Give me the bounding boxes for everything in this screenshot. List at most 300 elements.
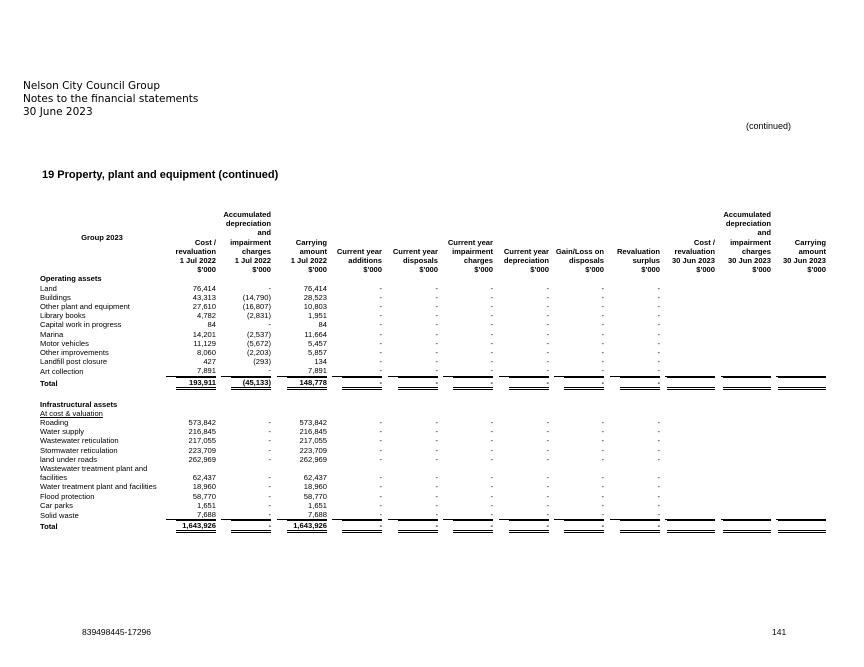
cell-text: 14,201 bbox=[192, 329, 216, 339]
cell-text bbox=[776, 510, 826, 520]
column-header-line: revaluation bbox=[175, 246, 216, 256]
cell-value bbox=[496, 330, 552, 339]
cell-value bbox=[385, 293, 441, 302]
cell-value bbox=[496, 455, 552, 464]
cell-value bbox=[274, 357, 330, 366]
table-row bbox=[40, 464, 829, 482]
cell-value bbox=[330, 455, 385, 464]
cell-value bbox=[330, 501, 385, 510]
column-header-line: surplus bbox=[632, 256, 660, 266]
cell-text: - bbox=[332, 510, 382, 520]
cell-value bbox=[385, 311, 441, 320]
cell-text: - bbox=[546, 329, 549, 339]
table-row bbox=[40, 311, 829, 320]
cell-value bbox=[496, 320, 552, 329]
unit-label: $'000 bbox=[530, 265, 549, 275]
cell-text: - bbox=[499, 510, 549, 520]
cell-text: - bbox=[435, 454, 438, 464]
cell-text: - bbox=[657, 500, 660, 510]
cell-value bbox=[774, 482, 829, 491]
cell-text: - bbox=[601, 500, 604, 510]
cell-value bbox=[496, 357, 552, 366]
cell-text: - bbox=[268, 454, 271, 464]
cell-value bbox=[219, 418, 274, 427]
column-header bbox=[552, 210, 607, 265]
table-row bbox=[40, 284, 829, 293]
column-header-line: depreciation bbox=[225, 219, 271, 229]
cell-value bbox=[330, 311, 385, 320]
cell-value bbox=[274, 320, 330, 329]
cell-text: - bbox=[657, 427, 660, 437]
cell-value bbox=[607, 293, 663, 302]
cell-text: - bbox=[379, 357, 382, 367]
cell-text bbox=[778, 520, 826, 533]
cell-text: - bbox=[221, 366, 271, 376]
cell-value bbox=[385, 320, 441, 329]
cell-value bbox=[663, 418, 718, 427]
cell-value bbox=[496, 311, 552, 320]
cell-value bbox=[663, 293, 718, 302]
cell-value bbox=[330, 482, 385, 491]
cell-text bbox=[776, 366, 826, 376]
row-label: Car parks bbox=[40, 500, 73, 510]
cell-value bbox=[663, 492, 718, 501]
cell-text: - bbox=[379, 283, 382, 293]
cell-text: - bbox=[453, 520, 493, 533]
cell-text: 427 bbox=[203, 357, 216, 367]
cell-value bbox=[774, 320, 829, 329]
cell-text: 5,457 bbox=[307, 338, 327, 348]
table-row bbox=[40, 320, 829, 329]
cell-value bbox=[385, 377, 441, 390]
cell-value bbox=[274, 436, 330, 445]
cell-value bbox=[552, 302, 607, 311]
cell-text: 76,414 bbox=[192, 283, 216, 293]
column-header-line: Current year bbox=[392, 246, 438, 256]
cell-text: 223,709 bbox=[299, 445, 327, 455]
cell-text: - bbox=[490, 418, 493, 428]
row-label: Marina bbox=[40, 329, 64, 339]
unit-label: $'000 bbox=[419, 265, 438, 275]
cell-value bbox=[607, 464, 663, 482]
cell-value bbox=[330, 366, 385, 376]
column-header-line: Accumulated bbox=[223, 210, 271, 219]
cell-value bbox=[219, 377, 274, 390]
cell-text: - bbox=[379, 320, 382, 330]
column-header-line: amount bbox=[299, 246, 327, 256]
column-header-line: revaluation bbox=[674, 246, 715, 256]
cell-value bbox=[219, 339, 274, 348]
cell-value bbox=[496, 293, 552, 302]
cell-value bbox=[774, 377, 829, 390]
cell-value bbox=[330, 302, 385, 311]
column-header-line: impairment bbox=[730, 237, 771, 247]
row-label: Other plant and equipment bbox=[40, 302, 130, 312]
cell-text: - bbox=[379, 436, 382, 446]
cell-value bbox=[164, 418, 219, 427]
cell-text: - bbox=[620, 520, 660, 533]
cell-value bbox=[496, 520, 552, 533]
cell-text: - bbox=[379, 473, 382, 483]
cell-value bbox=[441, 320, 496, 329]
cell-value bbox=[330, 446, 385, 455]
cell-value bbox=[496, 427, 552, 436]
cell-value bbox=[718, 293, 774, 302]
cell-value bbox=[330, 510, 385, 520]
cell-text: 62,437 bbox=[303, 473, 327, 483]
cell-value bbox=[774, 302, 829, 311]
cell-value bbox=[385, 510, 441, 520]
cell-value bbox=[274, 464, 330, 482]
infrastructure-assets-heading bbox=[40, 400, 829, 409]
column-header bbox=[164, 210, 219, 265]
cell-value bbox=[441, 482, 496, 491]
cell-text bbox=[723, 377, 771, 390]
cell-text: - bbox=[564, 520, 604, 533]
cell-text: - bbox=[601, 283, 604, 293]
report-date: 30 June 2023 bbox=[23, 106, 93, 118]
cell-value bbox=[441, 284, 496, 293]
row-label: Land bbox=[40, 283, 57, 293]
cell-value bbox=[441, 427, 496, 436]
cell-text: 217,055 bbox=[188, 436, 216, 446]
cell-value bbox=[219, 455, 274, 464]
cell-value bbox=[774, 464, 829, 482]
row-label: Solid waste bbox=[40, 510, 79, 520]
cell-text: - bbox=[268, 418, 271, 428]
cell-value bbox=[718, 311, 774, 320]
cell-text: - bbox=[546, 338, 549, 348]
table-row bbox=[40, 446, 829, 455]
cell-value bbox=[330, 293, 385, 302]
cell-value bbox=[774, 293, 829, 302]
table-row bbox=[40, 357, 829, 366]
cell-text: - bbox=[435, 348, 438, 358]
cell-value bbox=[164, 455, 219, 464]
cell-text: - bbox=[601, 311, 604, 321]
cell-text: 7,891 bbox=[166, 366, 216, 376]
spacer-row bbox=[40, 390, 829, 400]
cell-text: - bbox=[268, 283, 271, 293]
cell-text: - bbox=[435, 320, 438, 330]
cell-text: - bbox=[601, 302, 604, 312]
cell-value bbox=[385, 427, 441, 436]
cell-value bbox=[774, 348, 829, 357]
unit-row bbox=[40, 265, 829, 274]
cell-value bbox=[330, 418, 385, 427]
cell-text: - bbox=[657, 418, 660, 428]
cost-valuation-subheading-label: At cost & valuation bbox=[40, 408, 103, 418]
column-header bbox=[385, 210, 441, 265]
cell-value bbox=[496, 366, 552, 376]
cell-value bbox=[164, 510, 219, 520]
cell-value bbox=[385, 330, 441, 339]
cell-text: - bbox=[620, 377, 660, 390]
cell-text: - bbox=[435, 445, 438, 455]
row-label: Wastewater reticulation bbox=[40, 436, 119, 446]
cell-value bbox=[164, 436, 219, 445]
cell-text: 262,969 bbox=[188, 454, 216, 464]
cell-value bbox=[330, 377, 385, 390]
cell-text: - bbox=[601, 436, 604, 446]
column-header-line: 1 Jul 2022 bbox=[290, 256, 327, 266]
cell-text: (2,203) bbox=[246, 348, 271, 358]
column-header-line: impairment bbox=[230, 237, 271, 247]
cell-text: - bbox=[546, 491, 549, 501]
cell-text: - bbox=[398, 520, 438, 533]
cell-value bbox=[607, 427, 663, 436]
cell-text: 11,664 bbox=[304, 329, 327, 339]
cell-text bbox=[723, 520, 771, 533]
cell-value bbox=[718, 330, 774, 339]
unit-label: $'000 bbox=[585, 265, 604, 275]
cell-value bbox=[496, 302, 552, 311]
table-row bbox=[40, 348, 829, 357]
cell-text: - bbox=[601, 320, 604, 330]
cell-text: 1,643,926 bbox=[176, 520, 216, 533]
cell-value bbox=[607, 377, 663, 390]
cell-text: 1,651 bbox=[307, 500, 327, 510]
cell-value bbox=[385, 501, 441, 510]
cell-text: - bbox=[657, 473, 660, 483]
cell-value bbox=[718, 427, 774, 436]
cell-value bbox=[496, 436, 552, 445]
cell-text: - bbox=[657, 320, 660, 330]
continued-label: (continued) bbox=[746, 121, 792, 131]
cell-value bbox=[718, 302, 774, 311]
cell-value bbox=[552, 492, 607, 501]
cell-text: - bbox=[657, 454, 660, 464]
cell-text: - bbox=[435, 311, 438, 321]
cell-text: - bbox=[601, 329, 604, 339]
cell-value bbox=[274, 520, 330, 533]
cell-text: - bbox=[546, 418, 549, 428]
document-title: Notes to the financial statements bbox=[23, 93, 199, 105]
cell-value bbox=[663, 357, 718, 366]
cell-text: - bbox=[490, 491, 493, 501]
cell-value bbox=[274, 302, 330, 311]
column-header bbox=[441, 210, 496, 265]
cell-value bbox=[663, 320, 718, 329]
cell-value bbox=[274, 339, 330, 348]
cell-value bbox=[774, 436, 829, 445]
cell-value bbox=[663, 339, 718, 348]
cell-text: - bbox=[554, 366, 604, 376]
cell-text: - bbox=[490, 348, 493, 358]
row-label: Motor vehicles bbox=[40, 338, 89, 348]
cell-value bbox=[496, 348, 552, 357]
cell-text: - bbox=[379, 445, 382, 455]
cell-value bbox=[164, 348, 219, 357]
row-label: Wastewater treatment plant and facilities bbox=[40, 464, 148, 483]
column-header-line: impairment bbox=[452, 246, 493, 256]
column-header-line: 30 Jun 2023 bbox=[727, 256, 771, 266]
cell-value bbox=[164, 366, 219, 376]
cell-value bbox=[552, 366, 607, 376]
table-row bbox=[40, 302, 829, 311]
column-header-line: disposals bbox=[568, 256, 604, 266]
cell-value bbox=[330, 339, 385, 348]
cell-value bbox=[774, 501, 829, 510]
row-label: land under roads bbox=[40, 454, 97, 464]
cell-value bbox=[219, 482, 274, 491]
cell-value bbox=[441, 339, 496, 348]
cell-text: - bbox=[490, 436, 493, 446]
cell-value bbox=[441, 520, 496, 533]
cell-value bbox=[441, 464, 496, 482]
cell-value bbox=[385, 464, 441, 482]
cell-value bbox=[774, 311, 829, 320]
cell-value bbox=[219, 357, 274, 366]
table-row bbox=[40, 293, 829, 302]
cell-text: - bbox=[601, 427, 604, 437]
cell-value bbox=[385, 482, 441, 491]
cell-value bbox=[552, 520, 607, 533]
cell-value bbox=[441, 446, 496, 455]
cell-value bbox=[330, 330, 385, 339]
cell-text: 573,842 bbox=[188, 418, 216, 428]
cell-value bbox=[774, 520, 829, 533]
cell-value bbox=[385, 366, 441, 376]
cell-text: - bbox=[490, 454, 493, 464]
cell-value bbox=[219, 293, 274, 302]
row-label: Total bbox=[40, 522, 58, 532]
cell-value bbox=[164, 320, 219, 329]
cell-value bbox=[663, 348, 718, 357]
cell-value bbox=[219, 284, 274, 293]
cell-value bbox=[496, 464, 552, 482]
cell-value bbox=[385, 302, 441, 311]
column-header-line: Current year bbox=[447, 237, 493, 247]
cell-value bbox=[164, 446, 219, 455]
table-row bbox=[40, 492, 829, 501]
cell-text: 7,891 bbox=[277, 366, 327, 376]
cell-value bbox=[718, 357, 774, 366]
cell-value bbox=[607, 339, 663, 348]
cell-text: - bbox=[499, 366, 549, 376]
cell-value bbox=[274, 330, 330, 339]
cell-text: - bbox=[657, 283, 660, 293]
cell-text: 1,643,926 bbox=[287, 520, 327, 533]
cell-value bbox=[774, 366, 829, 376]
cell-value bbox=[663, 436, 718, 445]
cell-value bbox=[607, 436, 663, 445]
cell-text: - bbox=[554, 510, 604, 520]
cell-text: - bbox=[443, 366, 493, 376]
cell-text: - bbox=[435, 427, 438, 437]
cell-value bbox=[330, 492, 385, 501]
ppe-table bbox=[40, 210, 829, 533]
cell-text: (16,807) bbox=[242, 302, 271, 312]
cell-text: - bbox=[379, 482, 382, 492]
column-header-line: Gain/Loss on bbox=[555, 246, 604, 256]
cell-value bbox=[385, 455, 441, 464]
cell-text: - bbox=[435, 418, 438, 428]
cell-value bbox=[274, 427, 330, 436]
column-header bbox=[274, 210, 330, 265]
cell-value bbox=[718, 320, 774, 329]
cell-value bbox=[552, 357, 607, 366]
unit-label: $'000 bbox=[308, 265, 327, 275]
column-header-line: and bbox=[257, 228, 271, 238]
cell-value bbox=[219, 464, 274, 482]
cell-text: - bbox=[435, 292, 438, 302]
cell-text: - bbox=[657, 436, 660, 446]
page-header bbox=[23, 80, 198, 119]
cell-text: - bbox=[490, 427, 493, 437]
cell-text: - bbox=[657, 292, 660, 302]
cell-text: - bbox=[490, 302, 493, 312]
cell-text: (5,672) bbox=[246, 338, 271, 348]
cell-value bbox=[385, 492, 441, 501]
cell-text: - bbox=[601, 338, 604, 348]
cell-text: - bbox=[546, 283, 549, 293]
cell-value bbox=[718, 492, 774, 501]
unit-label: $'000 bbox=[197, 265, 216, 275]
cell-value bbox=[552, 482, 607, 491]
cell-text: - bbox=[657, 482, 660, 492]
cell-value bbox=[552, 464, 607, 482]
cell-value bbox=[164, 284, 219, 293]
cell-value bbox=[330, 320, 385, 329]
total-row bbox=[40, 377, 829, 390]
cell-value bbox=[330, 520, 385, 533]
cell-text: - bbox=[546, 473, 549, 483]
row-label: Flood protection bbox=[40, 491, 95, 501]
cell-value bbox=[274, 311, 330, 320]
cell-value bbox=[663, 510, 718, 520]
column-header-line: Revaluation bbox=[616, 246, 660, 256]
cell-value bbox=[385, 357, 441, 366]
cell-text: - bbox=[379, 329, 382, 339]
cell-text: - bbox=[601, 491, 604, 501]
cell-text: - bbox=[379, 427, 382, 437]
cell-value bbox=[274, 510, 330, 520]
cell-value bbox=[274, 446, 330, 455]
cell-text: - bbox=[398, 377, 438, 390]
cell-value bbox=[663, 377, 718, 390]
cell-value bbox=[774, 427, 829, 436]
cell-value bbox=[663, 482, 718, 491]
cell-value bbox=[718, 446, 774, 455]
cell-value bbox=[552, 377, 607, 390]
cell-value bbox=[496, 510, 552, 520]
cell-value bbox=[607, 357, 663, 366]
cell-text: - bbox=[601, 482, 604, 492]
cell-value bbox=[219, 348, 274, 357]
cell-text: (2,831) bbox=[246, 311, 271, 321]
cell-text: - bbox=[435, 473, 438, 483]
cell-value bbox=[496, 377, 552, 390]
cell-value bbox=[219, 302, 274, 311]
cell-value bbox=[774, 510, 829, 520]
cell-value bbox=[330, 348, 385, 357]
cell-value bbox=[607, 520, 663, 533]
cell-value bbox=[663, 330, 718, 339]
cell-value bbox=[164, 357, 219, 366]
org-name: Nelson City Council Group bbox=[23, 80, 161, 92]
row-label-header: Group 2023 bbox=[81, 233, 123, 242]
cell-value bbox=[274, 455, 330, 464]
cell-value bbox=[441, 348, 496, 357]
cell-text: - bbox=[657, 329, 660, 339]
cell-text: - bbox=[546, 436, 549, 446]
cell-text: - bbox=[435, 302, 438, 312]
column-header-line: Current year bbox=[336, 246, 382, 256]
cell-value bbox=[774, 284, 829, 293]
cell-value bbox=[718, 284, 774, 293]
cell-value bbox=[330, 436, 385, 445]
